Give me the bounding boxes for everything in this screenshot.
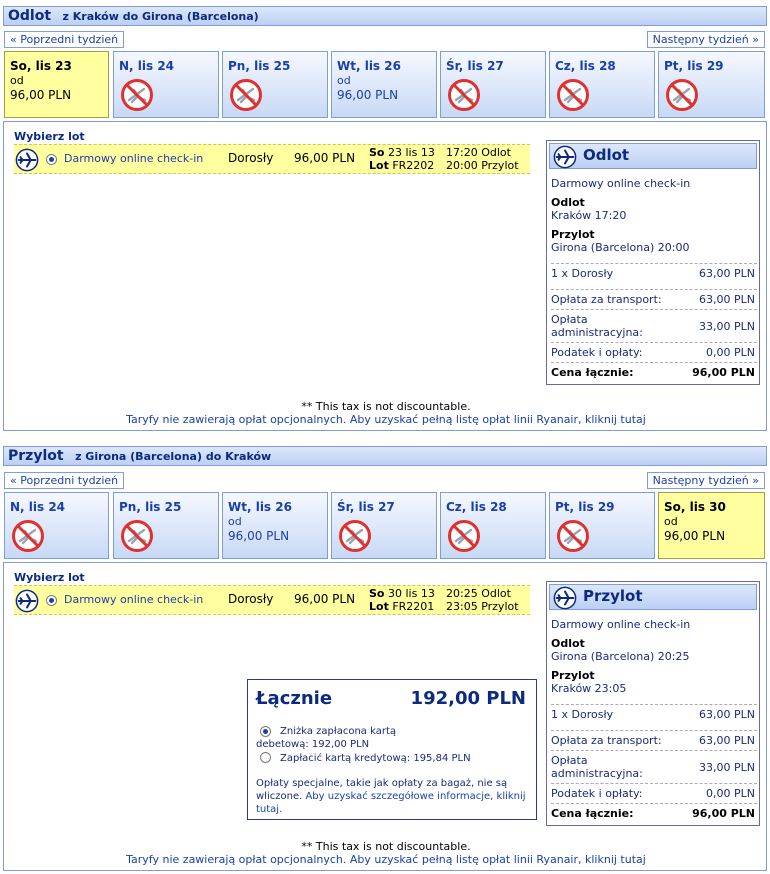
summary-transport-label: Opłata za transport:: [551, 734, 662, 747]
no-flight-icon: [447, 78, 481, 112]
tab-day: Śr, lis 27: [337, 500, 395, 514]
outbound-date-tab[interactable]: [658, 51, 765, 118]
summary-transport-value: 63,00 PLN: [699, 734, 755, 747]
outbound-heading: Odlot: [8, 8, 52, 24]
plane-icon: [15, 589, 39, 613]
outbound-prev-week-button[interactable]: « Poprzedni tydzień: [4, 31, 124, 48]
tab-day: So, lis 30: [664, 500, 726, 514]
credit-card-radio[interactable]: [260, 752, 271, 763]
outbound-date-tab[interactable]: [113, 51, 219, 118]
summary-total-value: 96,00 PLN: [692, 807, 755, 820]
no-flight-icon: [447, 519, 481, 553]
summary-arrival-label: Przylot: [551, 228, 595, 241]
tab-day: Pn, lis 25: [119, 500, 182, 514]
tab-price: 96,00 PLN: [664, 529, 726, 543]
inbound-next-week-button[interactable]: Następny tydzień »: [647, 472, 765, 489]
summary-pax-value: 63,00 PLN: [699, 708, 755, 721]
tax-note: ** This tax is not discountable.: [301, 840, 471, 853]
debit-option-line1: Zniżka zapłacona kartą: [280, 726, 396, 737]
flight-price: 96,00 PLN: [294, 592, 356, 606]
summary-admin-value: 33,00 PLN: [699, 761, 755, 774]
summary-tax-value: 0,00 PLN: [706, 787, 755, 800]
tab-from: od: [664, 515, 678, 528]
summary-departure-value: Girona (Barcelona) 20:25: [551, 650, 690, 663]
summary-transport-value: 63,00 PLN: [699, 293, 755, 306]
total-label: Łącznie: [256, 688, 333, 709]
flight-label: Lot: [369, 600, 389, 613]
tab-day: Wt, lis 26: [337, 59, 401, 73]
departure-time: 20:25 Odlot: [446, 587, 511, 600]
inbound-date-tab[interactable]: [113, 492, 219, 559]
day-label: So: [369, 146, 385, 159]
tab-from: od: [337, 74, 351, 87]
no-flight-icon: [11, 519, 45, 553]
tab-day: Cz, lis 28: [555, 59, 616, 73]
summary-checkin: Darmowy online check-in: [551, 618, 691, 631]
summary-pax-value: 63,00 PLN: [699, 267, 755, 280]
tab-day: N, lis 24: [10, 500, 66, 514]
tab-day: So, lis 23: [10, 59, 72, 73]
tab-price: 96,00 PLN: [10, 88, 72, 102]
flight-number: FR2202: [392, 159, 435, 172]
summary-tax-value: 0,00 PLN: [706, 346, 755, 359]
outbound-summary: [546, 140, 760, 385]
outbound-date-tab[interactable]: [331, 51, 437, 118]
debit-option[interactable]: [256, 725, 396, 751]
outbound-date-tab[interactable]: [222, 51, 328, 118]
flight-number: FR2201: [392, 600, 435, 613]
tab-from: od: [10, 74, 24, 87]
summary-admin-label-2: administracyjna:: [551, 326, 643, 339]
outbound-section: [3, 6, 767, 431]
inbound-header: [3, 446, 767, 466]
outbound-next-week-button[interactable]: Następny tydzień »: [647, 31, 765, 48]
inbound-route: z Girona (Barcelona) do Kraków: [75, 450, 272, 463]
day-label: So: [369, 587, 385, 600]
fees-link[interactable]: Taryfy nie zawierają opłat opcjonalnych. Aby uzyskać pełną listę opłat linii Ryanair, kliknij tutaj: [126, 853, 646, 866]
summary-arrival-value: Kraków 23:05: [551, 682, 627, 695]
summary-arrival-label: Przylot: [551, 669, 595, 682]
inbound-date-tab[interactable]: [549, 492, 655, 559]
summary-header: [549, 143, 757, 169]
tax-note: ** This tax is not discountable.: [301, 400, 471, 413]
summary-tax-label: Podatek i opłaty:: [551, 787, 643, 800]
inbound-flight-radio[interactable]: [46, 595, 57, 606]
flight-label: Lot: [369, 159, 389, 172]
summary-total-label: Cena łącznie:: [551, 807, 634, 820]
plane-icon: [553, 586, 577, 610]
inbound-date-tab[interactable]: [4, 492, 109, 559]
flight-date-info: [369, 146, 435, 172]
outbound-panel: [3, 121, 767, 431]
credit-option[interactable]: Zapłacić kartą kredytową: 195,84 PLN: [280, 753, 471, 764]
tab-day: N, lis 24: [119, 59, 175, 73]
arrival-time: 20:00 Przylot: [446, 159, 519, 172]
tab-price: 96,00 PLN: [337, 88, 399, 102]
fees-link[interactable]: Taryfy nie zawierają opłat opcjonalnych. Aby uzyskać pełną listę opłat linii Ryanair, kliknij tutaj: [126, 413, 646, 426]
summary-departure-value: Kraków 17:20: [551, 209, 627, 222]
passenger-type: Dorosły: [228, 592, 274, 606]
no-flight-icon: [556, 519, 590, 553]
plane-icon: [15, 148, 39, 172]
tab-day: Pt, lis 29: [664, 59, 724, 73]
tab-day: Wt, lis 26: [228, 500, 292, 514]
summary-title: Odlot: [583, 146, 630, 164]
no-flight-icon: [665, 78, 699, 112]
flight-price: 96,00 PLN: [294, 151, 356, 165]
inbound-summary: [546, 581, 760, 826]
no-flight-icon: [229, 78, 263, 112]
flight-date: 23 lis 13: [387, 146, 435, 159]
flight-date: 30 lis 13: [387, 587, 435, 600]
summary-transport-label: Opłata za transport:: [551, 293, 662, 306]
summary-checkin: Darmowy online check-in: [551, 177, 691, 190]
outbound-date-tab[interactable]: [4, 51, 109, 118]
arrival-time: 23:05 Przylot: [446, 600, 519, 613]
inbound-date-tab[interactable]: [658, 492, 765, 559]
outbound-notes: [4, 400, 768, 426]
tab-day: Pn, lis 25: [228, 59, 291, 73]
no-flight-icon: [338, 519, 372, 553]
flight-times: [446, 146, 519, 172]
summary-arrival-value: Girona (Barcelona) 20:00: [551, 241, 690, 254]
summary-admin-label-2: administracyjna:: [551, 767, 643, 780]
inbound-flight-row[interactable]: [14, 585, 530, 615]
total-info-link[interactable]: Aby uzyskać szczegółowe informacje, kliknij tutaj.: [256, 791, 526, 815]
flight-times: [446, 587, 519, 613]
inbound-choose-label: Wybierz lot: [14, 571, 85, 584]
outbound-date-tab[interactable]: [440, 51, 546, 118]
no-flight-icon: [556, 78, 590, 112]
summary-admin-label: Opłata: [551, 754, 588, 767]
checkin-label: Darmowy online check-in: [64, 152, 204, 165]
tab-day: Śr, lis 27: [446, 59, 504, 73]
outbound-date-tab[interactable]: [549, 51, 655, 118]
outbound-flight-row[interactable]: [14, 144, 530, 174]
inbound-date-tab[interactable]: [222, 492, 328, 559]
tab-price: 96,00 PLN: [228, 529, 290, 543]
total-info-text: Opłaty specjalne, takie jak opłaty za bagaż, nie są wliczone.: [256, 778, 508, 802]
summary-pax-label: 1 x Dorosły: [551, 267, 614, 280]
summary-total-label: Cena łącznie:: [551, 366, 634, 379]
tab-from: od: [228, 515, 242, 528]
checkin-label: Darmowy online check-in: [64, 593, 204, 606]
passenger-type: Dorosły: [228, 151, 274, 165]
total-value: 192,00 PLN: [410, 688, 526, 709]
no-flight-icon: [120, 78, 154, 112]
flight-date-info: [369, 587, 435, 613]
summary-admin-label: Opłata: [551, 313, 588, 326]
summary-tax-label: Podatek i opłaty:: [551, 346, 643, 359]
inbound-prev-week-button[interactable]: « Poprzedni tydzień: [4, 472, 124, 489]
summary-total-value: 96,00 PLN: [692, 366, 755, 379]
outbound-choose-label: Wybierz lot: [14, 130, 85, 143]
debit-option-line2: debetową: 192,00 PLN: [256, 739, 370, 750]
plane-icon: [553, 145, 577, 169]
summary-header: [549, 584, 757, 610]
summary-title: Przylot: [583, 587, 643, 605]
summary-admin-value: 33,00 PLN: [699, 320, 755, 333]
inbound-date-tab[interactable]: [331, 492, 437, 559]
tab-day: Cz, lis 28: [446, 500, 507, 514]
no-flight-icon: [120, 519, 154, 553]
tab-day: Pt, lis 29: [555, 500, 615, 514]
inbound-date-tab[interactable]: [440, 492, 546, 559]
summary-departure-label: Odlot: [551, 196, 585, 209]
inbound-notes: [4, 840, 768, 866]
outbound-route: z Kraków do Girona (Barcelona): [62, 10, 259, 23]
inbound-heading: Przylot: [8, 448, 64, 464]
departure-time: 17:20 Odlot: [446, 146, 511, 159]
total-info: [256, 777, 531, 816]
outbound-header: [3, 6, 767, 26]
outbound-flight-radio[interactable]: [46, 154, 57, 165]
summary-departure-label: Odlot: [551, 637, 585, 650]
summary-pax-label: 1 x Dorosły: [551, 708, 614, 721]
total-box: [247, 679, 537, 820]
